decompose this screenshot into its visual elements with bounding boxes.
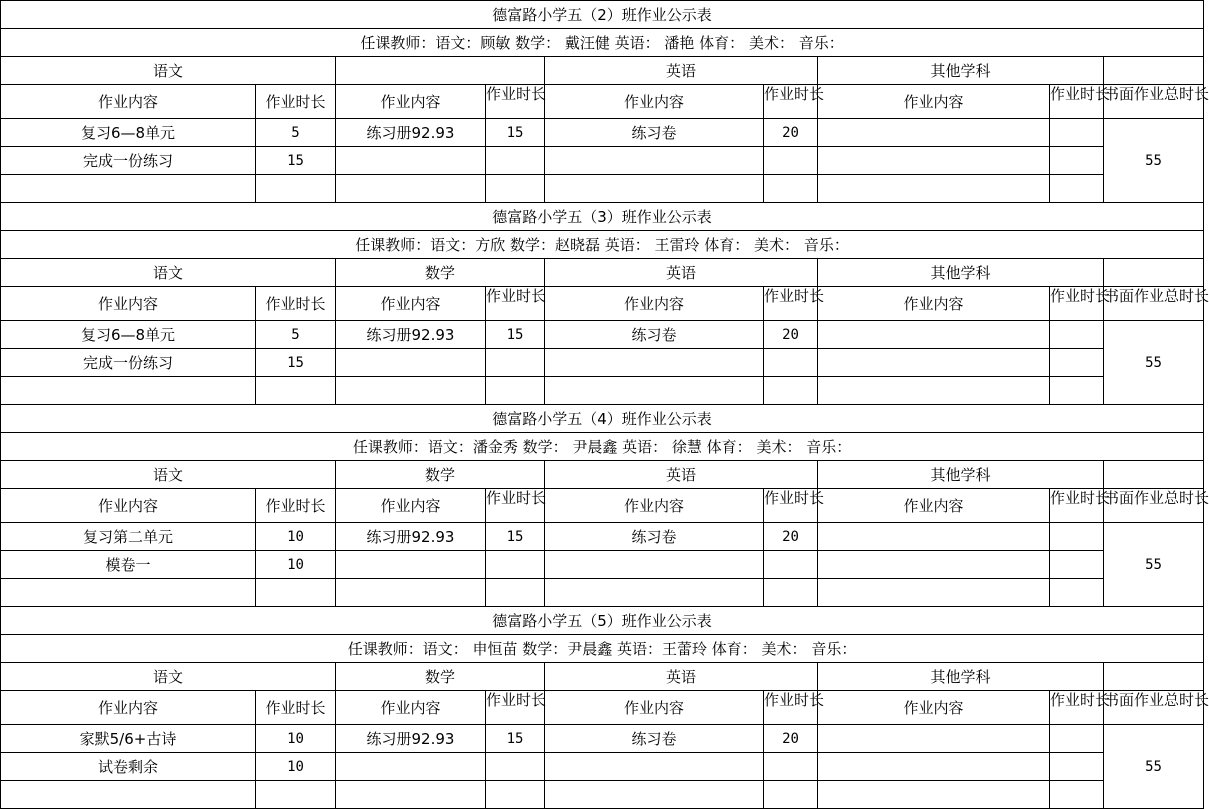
other-duration-cell	[1050, 321, 1104, 349]
english-content-cell: 练习卷	[545, 119, 764, 147]
subject-other: 其他学科	[818, 461, 1104, 489]
table-row	[1, 321, 1204, 349]
header-chinese-duration: 作业时长	[256, 489, 336, 523]
math-duration-cell	[486, 753, 545, 781]
subject-chinese: 语文	[1, 663, 336, 691]
header-total-duration-text: 书面作业总时长	[1104, 84, 1209, 103]
english-content-cell	[545, 551, 764, 579]
chinese-content-cell: 完成一份练习	[1, 147, 256, 175]
math-duration-cell	[486, 377, 545, 405]
chinese-duration-cell: 10	[256, 753, 336, 781]
class-title-row	[1, 1, 1204, 29]
english-duration-cell	[764, 753, 818, 781]
class-title-row	[1, 203, 1204, 231]
header-other-content: 作业内容	[818, 85, 1050, 119]
header-chinese-duration: 作业时长	[256, 85, 336, 119]
class-title: 德富路小学五（2）班作业公示表	[1, 1, 1204, 29]
subject-other: 其他学科	[818, 259, 1104, 287]
header-total-duration	[1104, 286, 1209, 321]
english-content-cell: 练习卷	[545, 321, 764, 349]
other-duration-cell	[1050, 753, 1104, 781]
math-content-cell	[336, 753, 486, 781]
teachers-line: 任课教师：语文：潘金秀 数学： 尹晨鑫 英语： 徐慧 体育： 美术： 音乐：	[1, 433, 1204, 461]
header-other-content: 作业内容	[818, 287, 1050, 321]
header-chinese-duration: 作业时长	[256, 287, 336, 321]
other-duration-cell	[1050, 523, 1104, 551]
header-other-duration-text: 作业时长	[1050, 488, 1111, 507]
math-content-cell	[336, 551, 486, 579]
header-math-duration	[486, 489, 545, 523]
math-duration-cell	[486, 175, 545, 203]
other-content-cell	[818, 551, 1050, 579]
header-math-duration	[486, 691, 545, 725]
chinese-content-cell: 家默5/6+古诗	[1, 725, 256, 753]
other-content-cell	[818, 377, 1050, 405]
header-other-duration	[1050, 286, 1111, 321]
math-duration-cell: 15	[486, 725, 545, 753]
math-content-cell	[336, 377, 486, 405]
other-duration-cell	[1050, 579, 1104, 607]
english-content-cell	[545, 175, 764, 203]
header-math-content: 作业内容	[336, 85, 486, 119]
english-content-cell	[545, 781, 764, 809]
subject-other: 其他学科	[818, 57, 1104, 85]
math-content-cell: 练习册92.93	[336, 523, 486, 551]
header-math-duration	[486, 85, 545, 119]
chinese-duration-cell: 10	[256, 523, 336, 551]
header-math-duration-text: 作业时长	[486, 690, 547, 709]
english-duration-cell	[764, 551, 818, 579]
subject-math: 数学	[336, 461, 545, 489]
chinese-content-cell: 模卷一	[1, 551, 256, 579]
header-chinese-content: 作业内容	[1, 287, 256, 321]
other-content-cell	[818, 119, 1050, 147]
chinese-duration-cell: 10	[256, 725, 336, 753]
subject-english: 英语	[545, 57, 818, 85]
header-chinese-content: 作业内容	[1, 85, 256, 119]
header-total-duration-text: 书面作业总时长	[1104, 690, 1209, 709]
math-content-cell	[336, 781, 486, 809]
math-duration-cell: 15	[486, 523, 545, 551]
header-english-duration	[764, 84, 825, 119]
header-english-content: 作业内容	[545, 287, 764, 321]
chinese-duration-cell: 5	[256, 119, 336, 147]
subject-english: 英语	[545, 461, 818, 489]
chinese-content-cell: 完成一份练习	[1, 349, 256, 377]
header-other-duration	[1050, 84, 1111, 119]
chinese-content-cell: 复习6—8单元	[1, 119, 256, 147]
table-row	[1, 147, 1204, 175]
header-english-duration-text: 作业时长	[764, 286, 825, 305]
chinese-duration-cell	[256, 377, 336, 405]
english-content-cell: 练习卷	[545, 523, 764, 551]
column-header-row	[1, 85, 1204, 119]
chinese-content-cell: 复习6—8单元	[1, 321, 256, 349]
header-chinese-content: 作业内容	[1, 489, 256, 523]
other-duration-cell	[1050, 781, 1104, 809]
header-chinese-content: 作业内容	[1, 691, 256, 725]
other-duration-cell	[1050, 119, 1104, 147]
class-title-row	[1, 405, 1204, 433]
table-row	[1, 551, 1204, 579]
chinese-content-cell	[1, 579, 256, 607]
table-row	[1, 119, 1204, 147]
column-header-row	[1, 287, 1204, 321]
header-math-duration-text: 作业时长	[486, 84, 547, 103]
header-chinese-duration: 作业时长	[256, 691, 336, 725]
table-row	[1, 753, 1204, 781]
chinese-duration-cell	[256, 579, 336, 607]
total-duration-cell: 55	[1104, 119, 1204, 203]
table-row	[1, 725, 1204, 753]
chinese-content-cell	[1, 377, 256, 405]
header-math-content: 作业内容	[336, 489, 486, 523]
table-row	[1, 377, 1204, 405]
other-content-cell	[818, 523, 1050, 551]
header-english-content: 作业内容	[545, 489, 764, 523]
teachers-row	[1, 231, 1204, 259]
math-content-cell: 练习册92.93	[336, 119, 486, 147]
teachers-line: 任课教师：语文： 申恒苗 数学：尹晨鑫 英语：王蕾玲 体育： 美术： 音乐：	[1, 635, 1204, 663]
header-total-duration-text: 书面作业总时长	[1104, 286, 1209, 305]
chinese-content-cell: 试卷剩余	[1, 753, 256, 781]
subject-blank	[1104, 57, 1204, 85]
chinese-duration-cell: 15	[256, 349, 336, 377]
table-row	[1, 523, 1204, 551]
english-duration-cell	[764, 377, 818, 405]
table-row	[1, 349, 1204, 377]
other-content-cell	[818, 725, 1050, 753]
other-content-cell	[818, 753, 1050, 781]
subject-blank	[1104, 259, 1204, 287]
math-duration-cell: 15	[486, 321, 545, 349]
header-other-content: 作业内容	[818, 691, 1050, 725]
table-row	[1, 175, 1204, 203]
subject-math	[336, 57, 545, 85]
english-content-cell: 练习卷	[545, 725, 764, 753]
other-duration-cell	[1050, 377, 1104, 405]
math-content-cell: 练习册92.93	[336, 725, 486, 753]
subject-chinese: 语文	[1, 461, 336, 489]
chinese-content-cell	[1, 175, 256, 203]
other-duration-cell	[1050, 147, 1104, 175]
subject-english: 英语	[545, 663, 818, 691]
other-content-cell	[818, 349, 1050, 377]
chinese-duration-cell: 15	[256, 147, 336, 175]
header-total-duration	[1104, 488, 1209, 523]
header-total-duration	[1104, 690, 1209, 725]
header-total-duration-text: 书面作业总时长	[1104, 488, 1209, 507]
header-other-duration-text: 作业时长	[1050, 690, 1111, 709]
english-duration-cell	[764, 579, 818, 607]
header-math-duration-text: 作业时长	[486, 488, 547, 507]
header-total-duration	[1104, 84, 1209, 119]
other-content-cell	[818, 175, 1050, 203]
math-content-cell	[336, 175, 486, 203]
subject-blank	[1104, 663, 1204, 691]
math-duration-cell	[486, 349, 545, 377]
header-english-duration-text: 作业时长	[764, 690, 825, 709]
column-header-row	[1, 489, 1204, 523]
header-english-content: 作业内容	[545, 691, 764, 725]
english-duration-cell	[764, 175, 818, 203]
teachers-row	[1, 433, 1204, 461]
english-content-cell	[545, 147, 764, 175]
subject-math: 数学	[336, 663, 545, 691]
subject-english: 英语	[545, 259, 818, 287]
chinese-duration-cell: 10	[256, 551, 336, 579]
header-math-duration-text: 作业时长	[486, 286, 547, 305]
class-title-row	[1, 607, 1204, 635]
chinese-duration-cell	[256, 781, 336, 809]
other-duration-cell	[1050, 175, 1104, 203]
teachers-line: 任课教师：语文：方欣 数学：赵晓磊 英语： 王雷玲 体育： 美术： 音乐：	[1, 231, 1204, 259]
header-english-content: 作业内容	[545, 85, 764, 119]
math-duration-cell	[486, 147, 545, 175]
header-english-duration	[764, 286, 825, 321]
subject-other: 其他学科	[818, 663, 1104, 691]
teachers-line: 任课教师：语文：顾敏 数学： 戴汪健 英语： 潘艳 体育： 美术： 音乐：	[1, 29, 1204, 57]
math-content-cell	[336, 349, 486, 377]
header-english-duration-text: 作业时长	[764, 84, 825, 103]
subject-row	[1, 663, 1204, 691]
subject-blank	[1104, 461, 1204, 489]
header-other-duration	[1050, 488, 1111, 523]
table-row	[1, 579, 1204, 607]
class-title: 德富路小学五（4）班作业公示表	[1, 405, 1204, 433]
other-duration-cell	[1050, 551, 1104, 579]
math-duration-cell	[486, 551, 545, 579]
subject-row	[1, 259, 1204, 287]
other-content-cell	[818, 781, 1050, 809]
other-content-cell	[818, 147, 1050, 175]
subject-row	[1, 461, 1204, 489]
subject-math: 数学	[336, 259, 545, 287]
table-row	[1, 781, 1204, 809]
english-duration-cell: 20	[764, 321, 818, 349]
header-other-duration-text: 作业时长	[1050, 286, 1111, 305]
header-english-duration	[764, 690, 825, 725]
other-duration-cell	[1050, 349, 1104, 377]
chinese-duration-cell	[256, 175, 336, 203]
header-math-duration	[486, 287, 545, 321]
header-other-duration	[1050, 690, 1111, 725]
teachers-row	[1, 29, 1204, 57]
english-duration-cell	[764, 147, 818, 175]
class-title: 德富路小学五（3）班作业公示表	[1, 203, 1204, 231]
header-english-duration	[764, 488, 825, 523]
subject-chinese: 语文	[1, 259, 336, 287]
other-content-cell	[818, 321, 1050, 349]
total-duration-cell: 55	[1104, 725, 1204, 809]
header-other-content: 作业内容	[818, 489, 1050, 523]
english-duration-cell: 20	[764, 725, 818, 753]
header-math-content: 作业内容	[336, 691, 486, 725]
english-duration-cell: 20	[764, 523, 818, 551]
header-other-duration-text: 作业时长	[1050, 84, 1111, 103]
chinese-duration-cell: 5	[256, 321, 336, 349]
english-content-cell	[545, 579, 764, 607]
other-content-cell	[818, 579, 1050, 607]
header-english-duration-text: 作业时长	[764, 488, 825, 507]
header-math-content: 作业内容	[336, 287, 486, 321]
total-duration-cell: 55	[1104, 321, 1204, 405]
column-header-row	[1, 691, 1204, 725]
other-duration-cell	[1050, 725, 1104, 753]
math-content-cell	[336, 579, 486, 607]
chinese-content-cell	[1, 781, 256, 809]
class-title: 德富路小学五（5）班作业公示表	[1, 607, 1204, 635]
english-duration-cell: 20	[764, 119, 818, 147]
english-content-cell	[545, 377, 764, 405]
subject-row	[1, 57, 1204, 85]
teachers-row	[1, 635, 1204, 663]
total-duration-cell: 55	[1104, 523, 1204, 607]
chinese-content-cell: 复习第二单元	[1, 523, 256, 551]
english-duration-cell	[764, 781, 818, 809]
subject-chinese: 语文	[1, 57, 336, 85]
math-duration-cell: 15	[486, 119, 545, 147]
english-content-cell	[545, 753, 764, 781]
math-content-cell: 练习册92.93	[336, 321, 486, 349]
english-content-cell	[545, 349, 764, 377]
math-content-cell	[336, 147, 486, 175]
math-duration-cell	[486, 781, 545, 809]
math-duration-cell	[486, 579, 545, 607]
english-duration-cell	[764, 349, 818, 377]
